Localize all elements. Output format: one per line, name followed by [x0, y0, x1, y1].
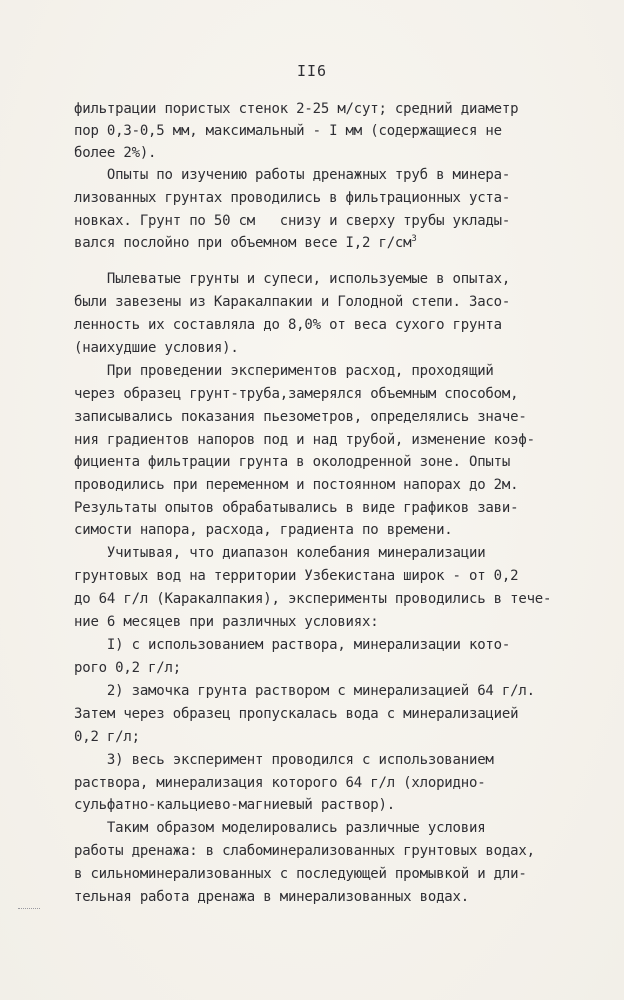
text-line-content: вался послойно при объемном весе I,2 г/см [74, 235, 412, 251]
text-line [74, 659, 181, 677]
text-line [74, 842, 535, 860]
text-line [74, 499, 518, 517]
scan-mark [18, 908, 40, 911]
text-line [74, 339, 239, 357]
text-line [74, 796, 395, 814]
text-line [74, 212, 510, 230]
text-line-content: фициента фильтрации грунта в околодренной зоне. Опыты [74, 454, 511, 470]
text-line-content: фильтрации пористых стенок 2-25 м/сут; средний диаметр [74, 101, 519, 117]
text-line [74, 888, 469, 906]
text-line-content: через образец грунт-труба,замерялся объемным способом, [74, 386, 519, 402]
text-line [74, 144, 156, 162]
text-line-content: симости напора, расхода, градиента по времени. [74, 522, 453, 538]
text-line [74, 316, 502, 334]
text-line-content: Результаты опытов обрабатывались в виде графиков зави- [74, 500, 519, 516]
text-line-content: ние 6 месяцев при различных условиях: [74, 614, 379, 630]
text-line-content: тельная работа дренажа в минерализованных водах. [74, 889, 469, 905]
text-line-content: проводились при переменном и постоянном напорах до 2м. [74, 477, 519, 493]
text-line-content: 2) замочка грунта раствором с минерализацией 64 г/л. [74, 683, 535, 699]
page-number: II6 [296, 62, 328, 80]
text-line-content: Затем через образец пропускалась вода с минерализацией [74, 706, 519, 722]
text-line-content: записывались показания пьезометров, определялись значе- [74, 409, 527, 425]
text-line-content: сульфатно-кальциево-магниевый раствор). [74, 797, 395, 813]
text-line [74, 122, 502, 140]
text-line-content: 0,2 г/л; [74, 729, 140, 745]
text-line-content: ленность их составляла до 8,0% от веса сухого грунта [74, 317, 502, 333]
text-line-content: работы дренажа: в слабоминерализованных грунтовых водах, [74, 843, 535, 859]
text-line [74, 100, 518, 118]
text-line [74, 408, 527, 426]
text-line-content: При проведении экспериментов расход, проходящий [74, 363, 494, 379]
text-line [74, 385, 518, 403]
text-line [74, 453, 510, 471]
text-line [74, 234, 417, 252]
text-line [74, 544, 485, 562]
text-line [74, 189, 510, 207]
text-line-content: до 64 г/л (Каракалпакия), эксперименты проводились в тече- [74, 591, 552, 607]
text-line [74, 270, 510, 288]
text-line [74, 293, 510, 311]
text-line [74, 567, 518, 585]
text-line [74, 431, 535, 449]
text-line-content: Пылеватые грунты и супеси, используемые в опытах, [74, 271, 511, 287]
text-line [74, 476, 518, 494]
text-line-content: в сильноминерализованных с последующей промывкой и дли- [74, 866, 527, 882]
text-line-content: новках. Грунт по 50 см снизу и сверху трубы уклады- [74, 213, 511, 229]
text-line [74, 636, 510, 654]
text-line-content: ния градиентов напоров под и над трубой, изменение коэф- [74, 432, 535, 448]
text-line [74, 774, 485, 792]
text-line-content: более 2%). [74, 145, 157, 161]
text-line-content: Таким образом моделировались различные условия [74, 820, 486, 836]
text-line [74, 865, 527, 883]
text-line-content: пор 0,3-0,5 мм, максимальный - I мм (содержащиеся не [74, 123, 502, 139]
text-line-content: I) с использованием раствора, минерализации кото- [74, 637, 511, 653]
text-line [74, 521, 453, 539]
text-line [74, 590, 551, 608]
superscript: 3 [411, 234, 417, 244]
text-line [74, 728, 140, 746]
text-line [74, 705, 518, 723]
text-line [74, 682, 535, 700]
text-line [74, 166, 510, 184]
text-line-content: были завезены из Каракалпакии и Голодной степи. Засо- [74, 294, 511, 310]
text-line-content: Учитывая, что диапазон колебания минерализации [74, 545, 486, 561]
text-line-content: (наихудшие условия). [74, 340, 239, 356]
text-line-content: Опыты по изучению работы дренажных труб в минера- [74, 167, 511, 183]
text-line-content: рого 0,2 г/л; [74, 660, 181, 676]
text-line [74, 362, 494, 380]
text-line-content: 3) весь эксперимент проводился с использованием [74, 752, 494, 768]
text-line [74, 613, 378, 631]
text-line [74, 751, 494, 769]
text-line-content: лизованных грунтах проводились в фильтрационных уста- [74, 190, 511, 206]
text-line-content: грунтовых вод на территории Узбекистана широк - от 0,2 [74, 568, 519, 584]
text-line [74, 819, 485, 837]
text-line-content: раствора, минерализация которого 64 г/л (хлоридно- [74, 775, 486, 791]
